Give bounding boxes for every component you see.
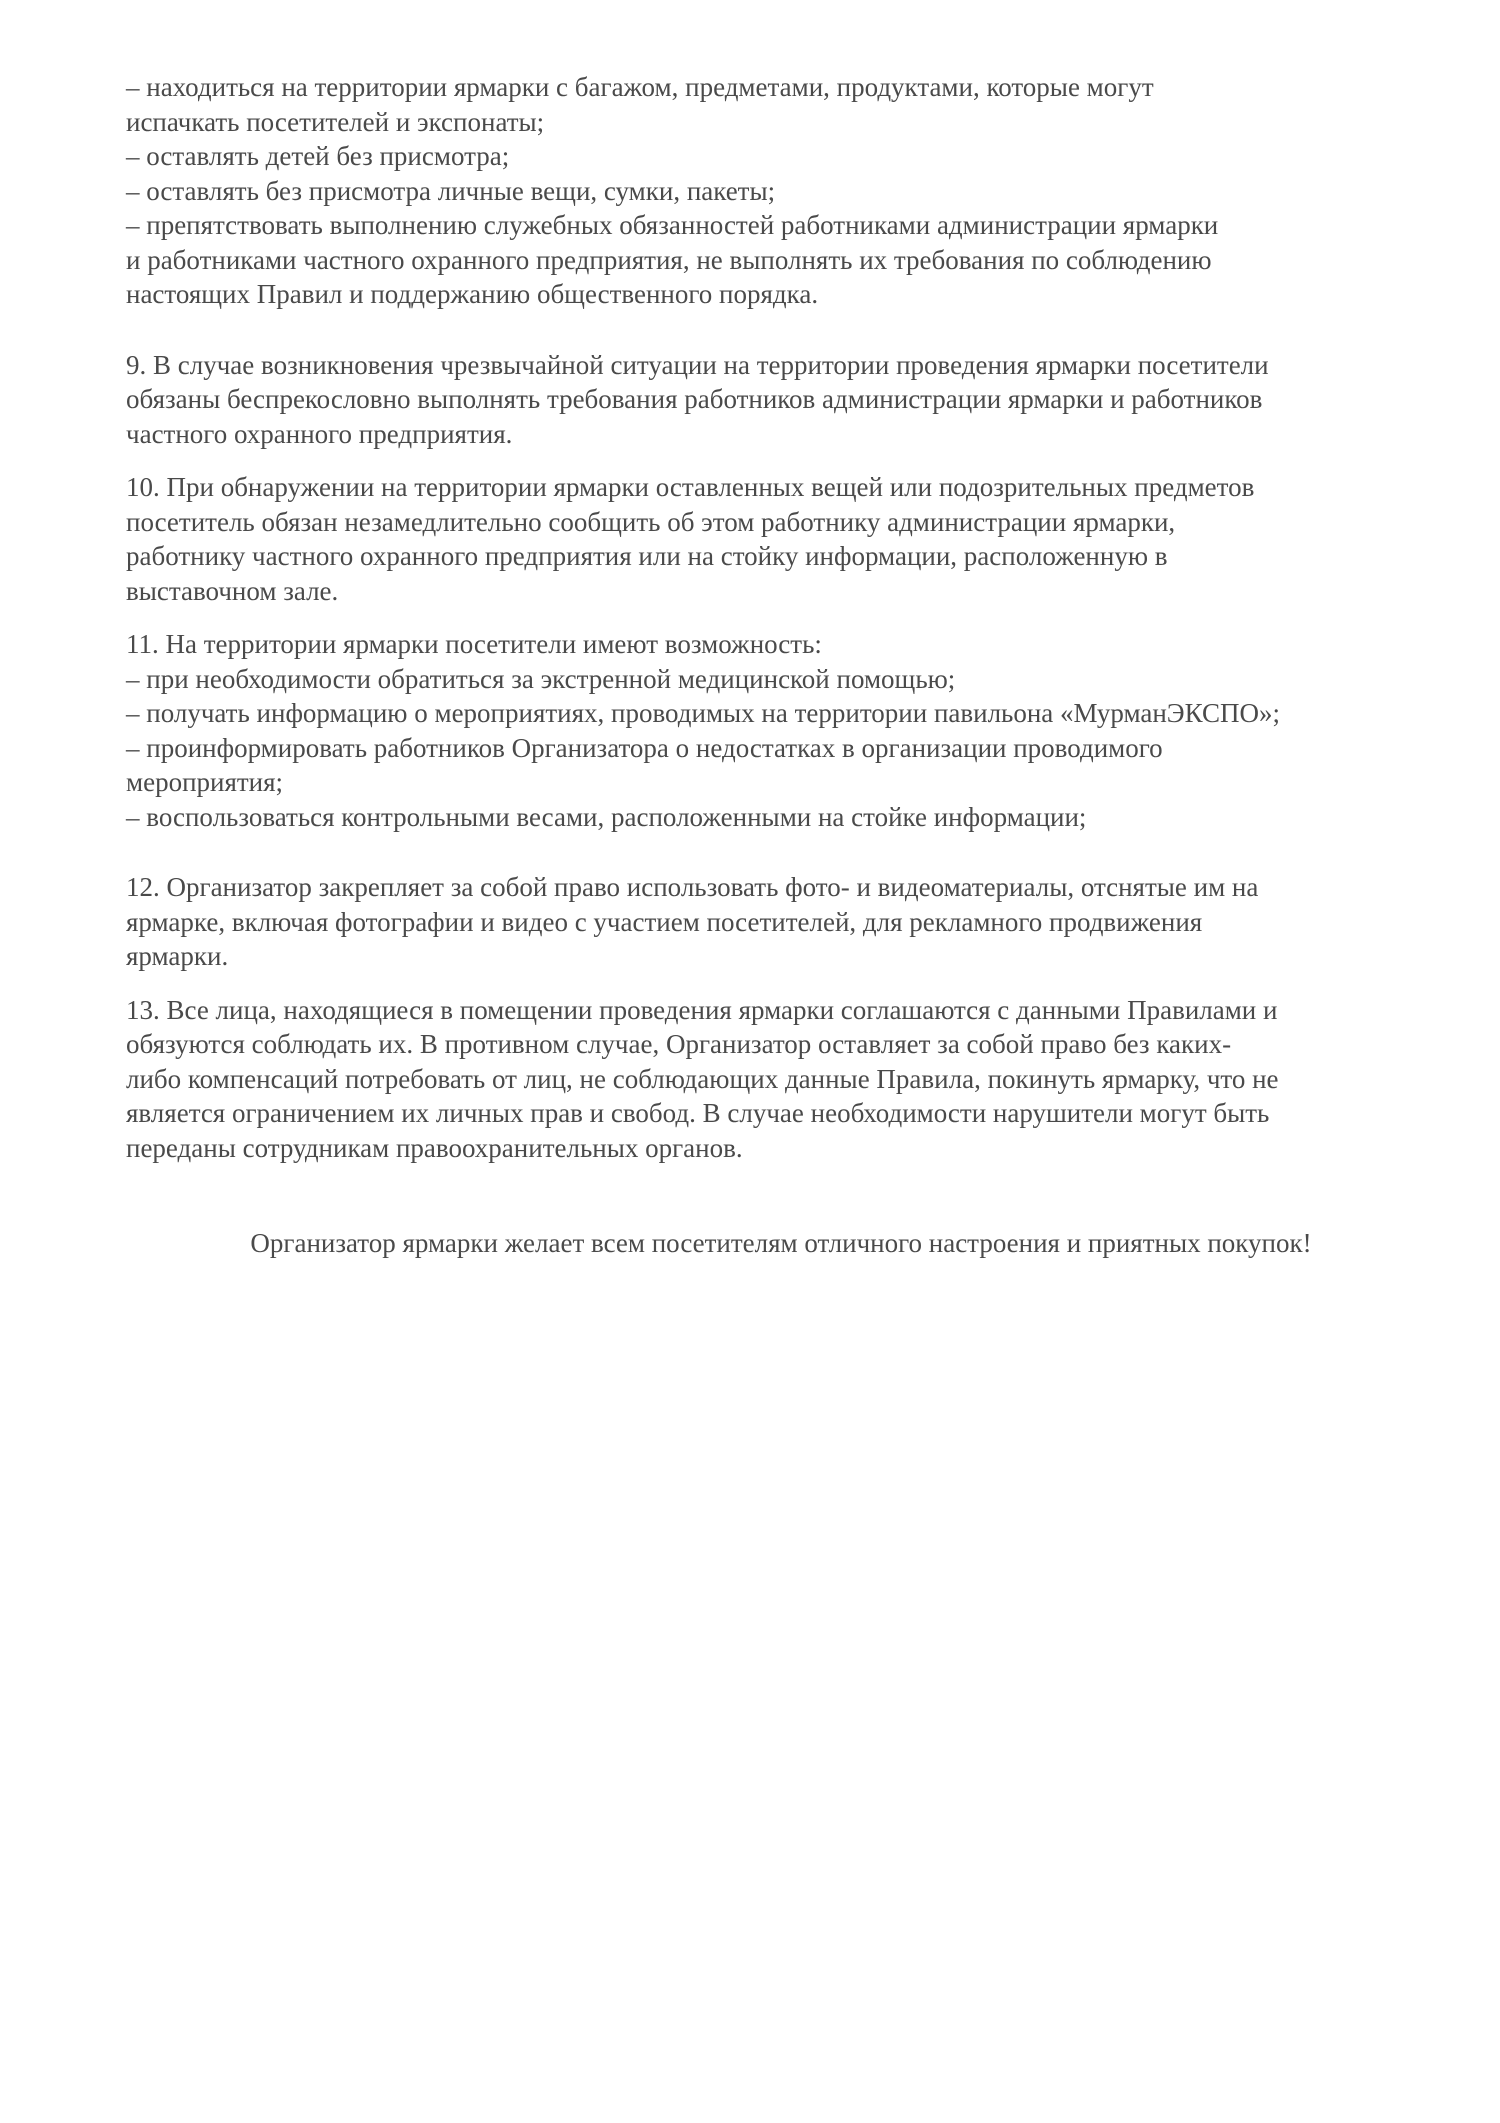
list-item-continuation: и работниками частного охранного предприятия, не выполнять их требования по соблюдению bbox=[126, 244, 1212, 275]
clause-line: частного охранного предприятия. bbox=[126, 418, 513, 449]
clause-line: обязуются соблюдать их. В противном случае, Организатор оставляет за собой право без каких- bbox=[126, 1029, 1232, 1059]
list-item-continuation: настоящих Правил и поддержанию общественного порядка. bbox=[126, 279, 819, 309]
clause-line: 12. Организатор закрепляет за собой право использовать фото- и видеоматериалы, отснятые им на bbox=[126, 872, 1259, 902]
clause-line: работнику частного охранного предприятия или на стойку информации, расположенную в bbox=[126, 541, 1168, 571]
list-item-continuation: испачкать посетителей и экспонаты; bbox=[126, 106, 545, 137]
clause-line: обязаны беспрекословно выполнять требования работников администрации ярмарки и работников bbox=[126, 384, 1263, 414]
clause-line: ярмарке, включая фотографии и видео с участием посетителей, для рекламного продвижения bbox=[126, 906, 1203, 937]
list-item: – воспользоваться контрольными весами, расположенными на стойке информации; bbox=[126, 801, 1087, 832]
clause-9 bbox=[126, 348, 1436, 452]
clause-10 bbox=[126, 470, 1436, 608]
list-item: – при необходимости обратиться за экстренной медицинской помощью; bbox=[126, 663, 956, 694]
list-item: – препятствовать выполнению служебных обязанностей работниками администрации ярмарки bbox=[126, 210, 1219, 240]
list-item: – оставлять детей без присмотра; bbox=[126, 141, 510, 171]
prohibitions-list bbox=[126, 70, 1436, 312]
clause-12 bbox=[126, 870, 1436, 974]
clause-line: ярмарки. bbox=[126, 941, 229, 971]
clause-line: переданы сотрудникам правоохранительных органов. bbox=[126, 1132, 743, 1163]
clause-13 bbox=[126, 993, 1436, 1166]
list-item: – находиться на территории ярмарки с багажом, предметами, продуктами, которые могут bbox=[126, 72, 1154, 102]
list-item-continuation: мероприятия; bbox=[126, 767, 284, 797]
clause-line: выставочном зале. bbox=[126, 575, 339, 606]
list-item: – получать информацию о мероприятиях, проводимых на территории павильона «МурманЭКСПО»; bbox=[126, 698, 1280, 728]
list-item: – оставлять без присмотра личные вещи, сумки, пакеты; bbox=[126, 175, 776, 206]
clause-line: посетитель обязан незамедлительно сообщить об этом работнику администрации ярмарки, bbox=[126, 506, 1176, 537]
clause-line: является ограничением их личных прав и свобод. В случае необходимости нарушители могут быть bbox=[126, 1098, 1270, 1128]
clause-line: 10. При обнаружении на территории ярмарки оставленных вещей или подозрительных предметов bbox=[126, 472, 1255, 502]
clause-heading: 11. На территории ярмарки посетители имеют возможность: bbox=[126, 629, 822, 659]
clause-line: 9. В случае возникновения чрезвычайной ситуации на территории проведения ярмарки посетители bbox=[126, 349, 1269, 380]
clause-11 bbox=[126, 627, 1436, 834]
list-item: – проинформировать работников Организатора о недостатках в организации проводимого bbox=[126, 732, 1163, 763]
clause-line: 13. Все лица, находящиеся в помещении проведения ярмарки соглашаются с данными Правилами и bbox=[126, 994, 1278, 1025]
clause-line: либо компенсаций потребовать от лиц, не соблюдающих данные Правила, покинуть ярмарку, что не bbox=[126, 1063, 1279, 1094]
closing-message: Организатор ярмарки желает всем посетителям отличного настроения и приятных покупок! bbox=[250, 1228, 1312, 1258]
document-page bbox=[126, 70, 1436, 1261]
